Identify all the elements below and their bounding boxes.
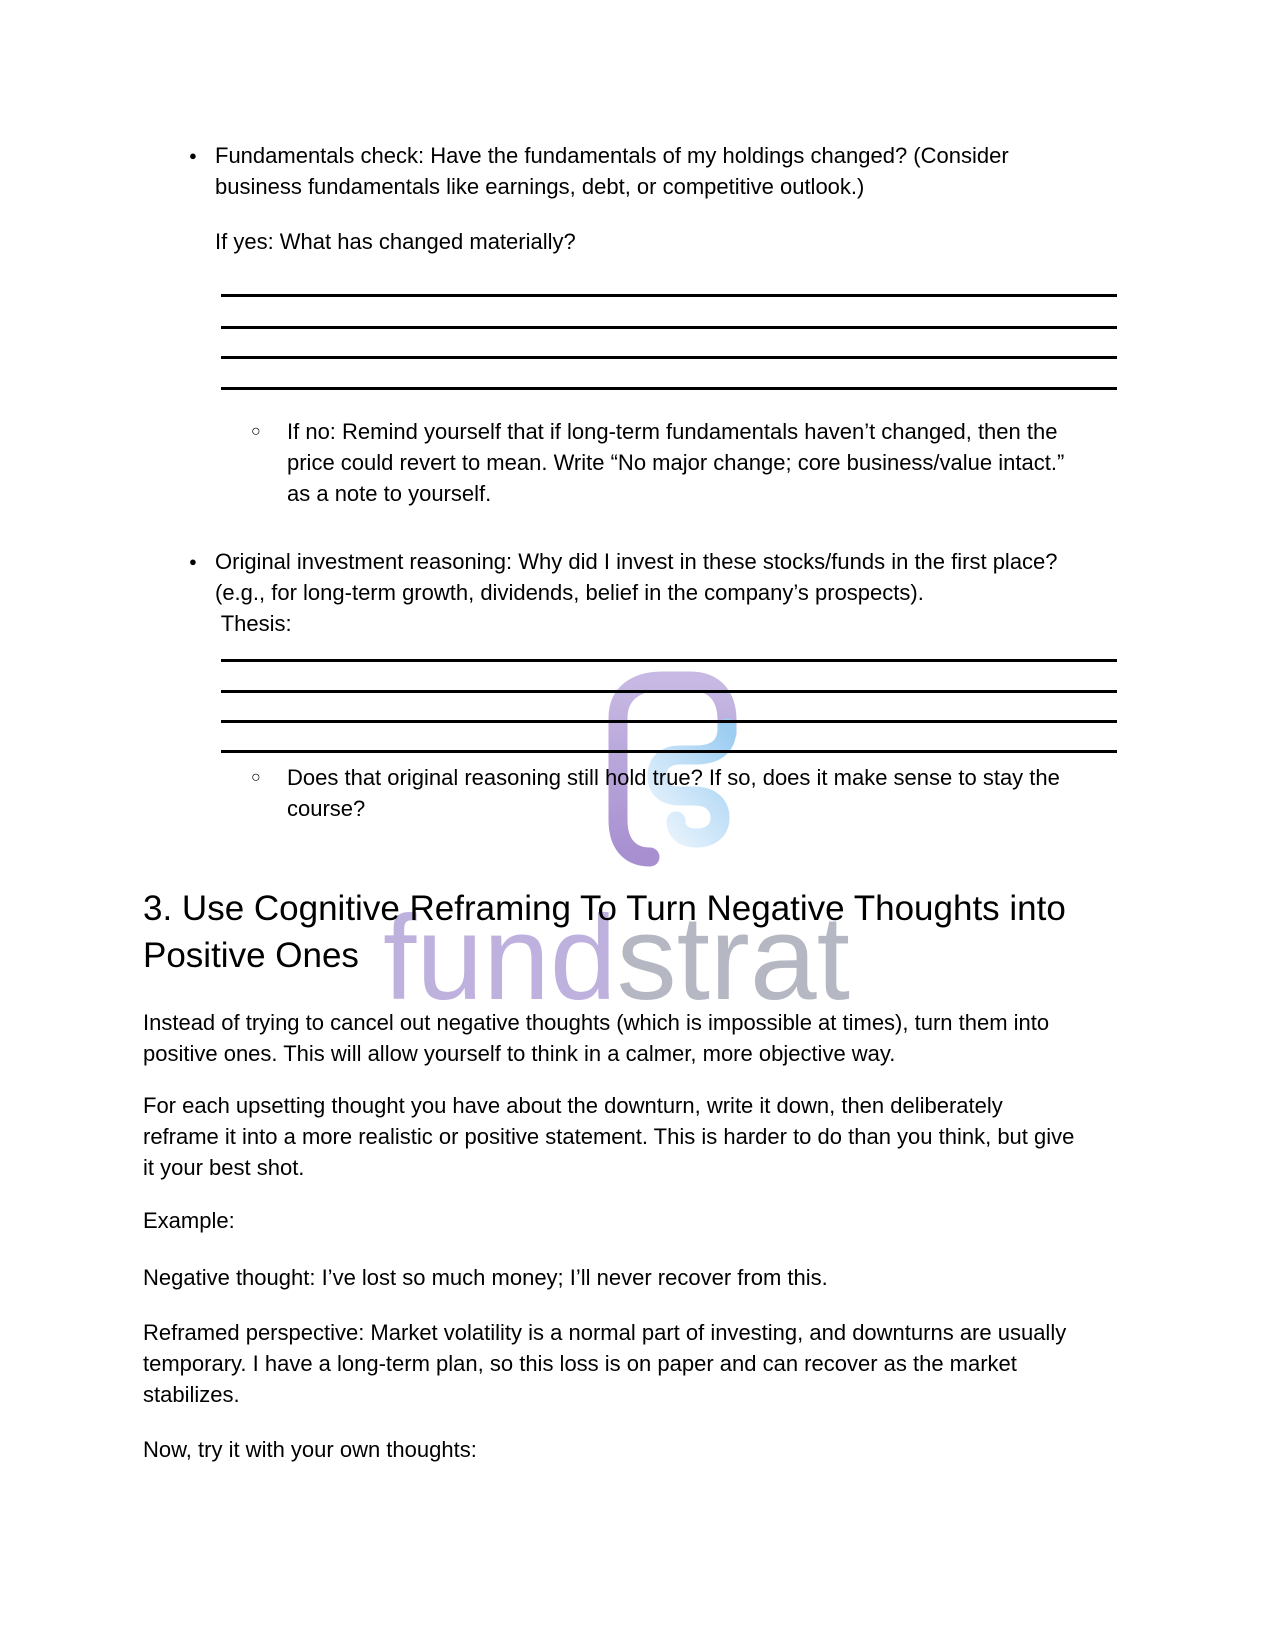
watermark-text-strat: strat (616, 891, 850, 1025)
bullet-dot-icon: ● (189, 554, 197, 569)
write-in-line (221, 659, 1117, 662)
reframed-perspective-paragraph: Reframed perspective: Market volatility is a normal part of investing, and downturns are usually temporary. I have a long-term plan, so this loss is on paper and can recover as the market stabilizes. (143, 1320, 1067, 1407)
bullet-original-reasoning: Original investment reasoning: Why did I invest in these stocks/funds in the first place? (e.g., for long-term growth, dividends, belief in the company’s prospects). Thesis: (215, 549, 1058, 636)
if-yes-prompt: If yes: What has changed materially? (215, 229, 576, 254)
bullet-dot-icon: ● (189, 148, 197, 163)
write-in-line (221, 750, 1117, 753)
write-in-line (221, 720, 1117, 723)
write-in-line (221, 294, 1117, 297)
circle-bullet-icon: ○ (251, 769, 261, 786)
closing-prompt: Now, try it with your own thoughts: (143, 1437, 477, 1462)
sub-bullet-if-no: If no: Remind yourself that if long-term fundamentals haven’t changed, then the price could revert to mean. Write “No major change; core business/value intact.” as a note to yourself. (287, 419, 1065, 506)
write-in-line (221, 356, 1117, 359)
write-in-line (221, 690, 1117, 693)
circle-bullet-icon: ○ (251, 423, 261, 440)
paragraph-for-each-thought: For each upsetting thought you have about the downturn, write it down, then deliberately reframe it into a more realistic or positive statement. This is harder to do than you think, but give it your best shot. (143, 1093, 1075, 1180)
negative-thought-line: Negative thought: I’ve lost so much money; I’ll never recover from this. (143, 1265, 828, 1290)
write-in-line (221, 326, 1117, 329)
write-in-line (221, 387, 1117, 390)
bullet-fundamentals-check: Fundamentals check: Have the fundamentals of my holdings changed? (Consider business fundamentals like earnings, debt, or competitive outlook.) (215, 143, 1009, 199)
watermark-text-fund: fund (383, 891, 617, 1025)
example-label: Example: (143, 1208, 235, 1233)
section-heading: 3. Use Cognitive Reframing To Turn Negative Thoughts into Positive Ones (143, 889, 1066, 975)
sub-bullet-reasoning-holds: Does that original reasoning still hold true? If so, does it make sense to stay the course? (287, 765, 1060, 821)
paragraph-instead-of-trying: Instead of trying to cancel out negative thoughts (which is impossible at times), turn them into positive ones. This will allow yourself to think in a calmer, more objective way. (143, 1010, 1050, 1066)
